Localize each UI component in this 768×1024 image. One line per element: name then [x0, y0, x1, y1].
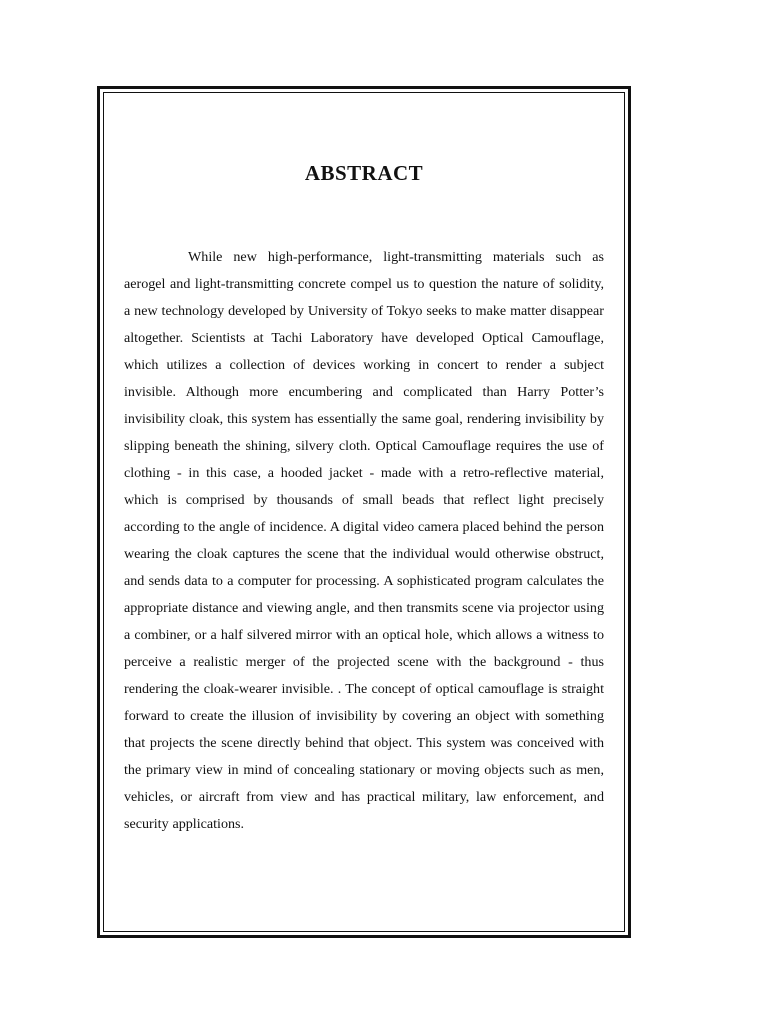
- page-title: ABSTRACT: [304, 161, 424, 185]
- page-border: [97, 86, 631, 938]
- abstract-paragraph: While new high-performance, light-transmitting materials such as aerogel and light-transmitting concrete compel us to question the nature of solidity, a new technology developed by University of Tokyo seeks to make matter disappear altogether. Scientists at Tachi Laboratory have developed Optical Camouflage, which utilizes a collection of devices working in concert to render a subject invisible. Although more encumbering and complicated than Harry Potter’s invisibility cloak, this system has essentially the same goal, rendering invisibility by slipping beneath the shining, silvery cloth. Optical Camouflage requires the use of clothing - in this case, a hooded jacket - made with a retro-reflective material, which is comprised by thousands of small beads that reflect light precisely according to the angle of incidence. A digital video camera placed behind the person wearing the cloak captures the scene that the individual would otherwise obstruct, and sends data to a computer for processing. A sophisticated program calculates the appropriate distance and viewing angle, and then transmits scene via projector using a combiner, or a half silvered mirror with an optical hole, which allows a witness to perceive a realistic merger of the projected scene with the background - thus rendering the cloak-wearer invisible. . The concept of optical camouflage is straight forward to create the illusion of invisibility by covering an object with something that projects the scene directly behind that object. This system was conceived with the primary view in mind of concealing stationary or moving objects such as men, vehicles, or aircraft from view and has practical military, law enforcement, and security applications.: [124, 249, 604, 832]
